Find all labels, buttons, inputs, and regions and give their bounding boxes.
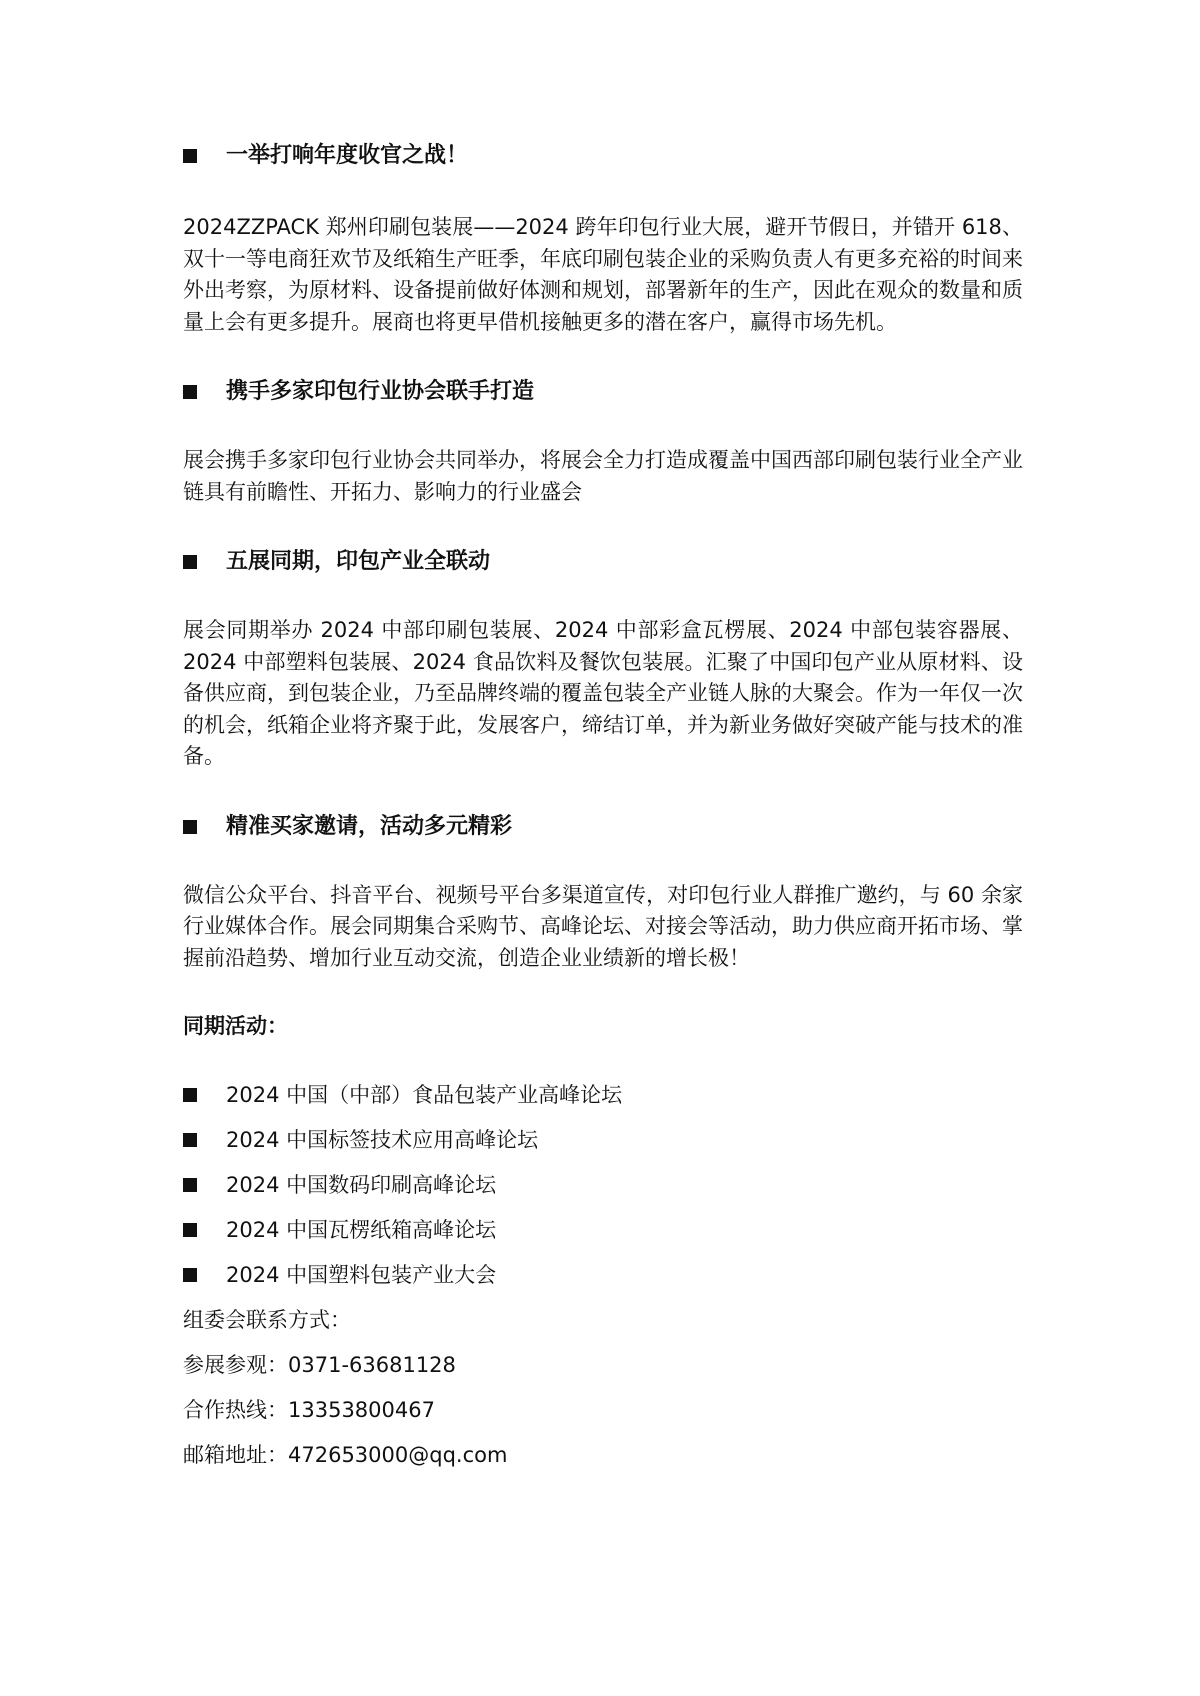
list-item <box>183 1162 1023 1207</box>
contact-visit-label: 参展参观： <box>183 1352 288 1377</box>
square-bullet-icon <box>183 1268 197 1282</box>
section-heading-1 <box>183 140 1023 172</box>
square-bullet-icon <box>183 385 197 399</box>
list-item <box>183 1117 1023 1162</box>
section-paragraph-2: 展会携手多家印包行业协会共同举办，将展会全力打造成覆盖中国西部印刷包装行业全产业链具有前瞻性、开拓力、影响力的行业盛会 <box>183 448 1023 504</box>
section-paragraph-4: 微信公众平台、抖音平台、视频号平台多渠道宣传，对印包行业人群推广邀约，与 60 余家行业媒体合作。展会同期集合采购节、高峰论坛、对接会等活动，助力供应商开拓市场、掌握前沿趋势、增加行业互动交流，创造企业业绩新的增长极！ <box>183 882 1023 970</box>
square-bullet-icon <box>183 149 197 163</box>
contact-visit-line <box>183 1342 1023 1387</box>
section-heading-text: 携手多家印包行业协会联手打造 <box>226 379 535 404</box>
list-item <box>183 1207 1023 1252</box>
activity-label: 2024 中国数码印刷高峰论坛 <box>226 1172 497 1197</box>
activities-title: 同期活动： <box>183 1014 288 1038</box>
square-bullet-icon <box>183 555 197 569</box>
section-heading-text: 五展同期，印包产业全联动 <box>226 549 491 574</box>
contact-hotline-label: 合作热线： <box>183 1397 288 1422</box>
contact-title: 组委会联系方式： <box>183 1307 351 1332</box>
contact-visit-phone: 0371-63681128 <box>288 1352 456 1377</box>
section-heading-text: 一举打响年度收官之战！ <box>226 143 469 168</box>
list-item <box>183 1072 1023 1117</box>
section-heading-text: 精准买家邀请，活动多元精彩 <box>226 813 513 839</box>
section-heading-2 <box>183 376 1023 408</box>
contact-email-address: 472653000@qq.com <box>288 1442 508 1467</box>
contact-email-label: 邮箱地址： <box>183 1442 288 1467</box>
list-item <box>183 1252 1023 1297</box>
section-paragraph-3: 展会同期举办 2024 中部印刷包装展、2024 中部彩盒瓦楞展、2024 中部包装容器展、2024 中部塑料包装展、2024 食品饮料及餐饮包装展。汇聚了中国印包产业从原材料、设备供应商，到包装企业，乃至品牌终端的覆盖包装全产业链人脉的大聚会。作为一年仅一次的机会，纸箱企业将齐聚于此，发展客户，缔结订单，并为新业务做好突破产能与技术的准备。 <box>183 618 1023 768</box>
activity-label: 2024 中国标签技术应用高峰论坛 <box>226 1127 539 1152</box>
square-bullet-icon <box>183 1178 197 1192</box>
activities-list <box>183 1072 1023 1297</box>
contact-hotline-phone: 13353800467 <box>288 1397 435 1422</box>
section-paragraph-1: 2024ZZPACK 郑州印刷包装展——2024 跨年印包行业大展，避开节假日，并错开 618、双十一等电商狂欢节及纸箱生产旺季，年底印刷包装企业的采购负责人有更多充裕的时间来外出考察，为原材料、设备提前做好体测和规划，部署新年的生产，因此在观众的数量和质量上会有更多提升。展商也将更早借机接触更多的潜在客户，赢得市场先机。 <box>183 215 1023 334</box>
section-heading-4 <box>183 811 1023 843</box>
square-bullet-icon <box>183 820 197 834</box>
activity-label: 2024 中国塑料包装产业大会 <box>226 1262 497 1287</box>
square-bullet-icon <box>183 1088 197 1102</box>
contact-email-line <box>183 1432 1023 1477</box>
activity-label: 2024 中国瓦楞纸箱高峰论坛 <box>226 1217 497 1242</box>
square-bullet-icon <box>183 1133 197 1147</box>
document-page <box>183 140 1023 1477</box>
contact-hotline-line <box>183 1387 1023 1432</box>
section-heading-3 <box>183 546 1023 578</box>
activity-label: 2024 中国（中部）食品包装产业高峰论坛 <box>226 1082 623 1107</box>
square-bullet-icon <box>183 1223 197 1237</box>
